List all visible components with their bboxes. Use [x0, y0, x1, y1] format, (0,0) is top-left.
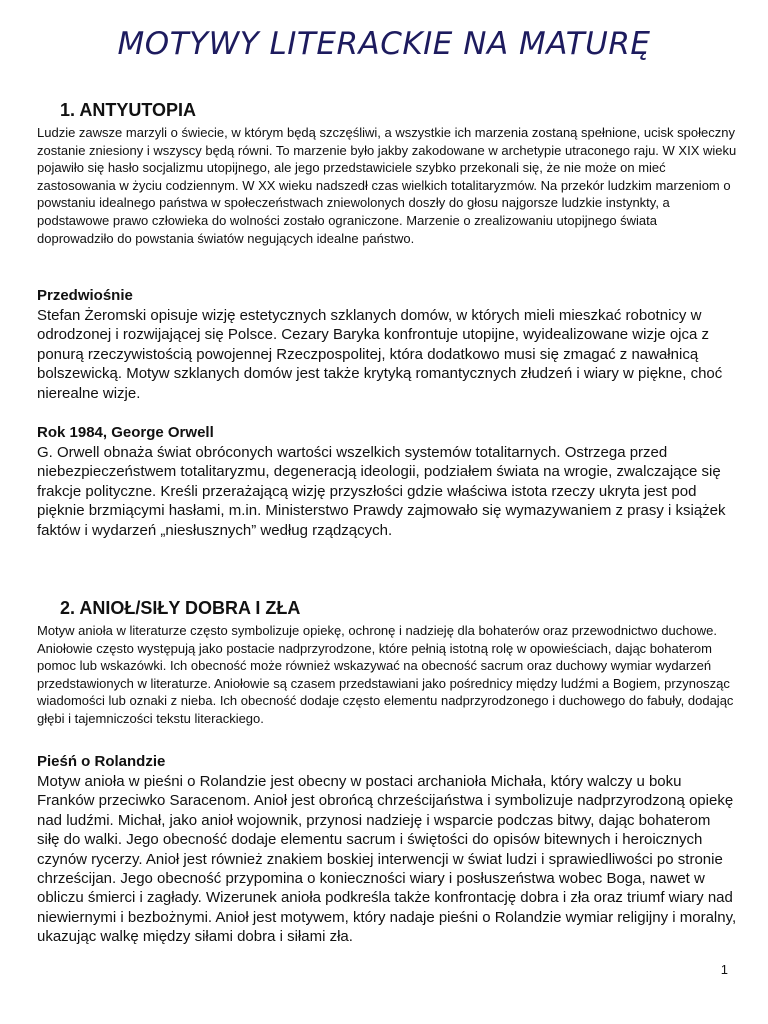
work-title-przedwiosnie: Przedwiośnie	[37, 287, 133, 304]
page-number: 1	[720, 962, 728, 977]
section-heading-antyutopia: 1. ANTYUTOPIA	[60, 100, 197, 120]
work-text-rok-1984: G. Orwell obnaża świat obróconych wartości wszelkich systemów totalitarnych. Ostrzega przed niebezpieczeństwem totalitaryzmu, degeneracją ideologii, podziałem świata na wrogie, zwalczające się frakcje polityczne. Kreśli przerażającą wizję przyszłości gdzie właściwa istota rzeczy ukryta jest pod pięknie brzmiącymi hasłami, m.in. Ministerstwo Prawdy zajmowało się wymazywaniem z prasy i książek faktów i wydarzeń „niesłusznych” według rządzących.	[37, 444, 726, 539]
section-intro-aniol: Motyw anioła w literaturze często symbolizuje opiekę, ochronę i nadzieję dla bohaterów oraz przewodnictwo duchowe. Aniołowie często występują jako postacie nadprzyrodzone, które pełnią istotną rolę w opowieściach, dając bohaterom pomoc lub wskazówki. Ich obecność może również wskazywać na obecność sacrum oraz duchowy wymiar wydarzeń przedstawionych w literaturze. Aniołowie są czasem przedstawiani jako pośrednicy między ludźmi a Bogiem, przynosząc wiadomości lub oznaki z nieba. Ich obecność dodaje często elementu nadprzyrodzonego i duchowego do fabuły, dodając głębi i tajemniczości tekstu literackiego.	[37, 623, 734, 726]
section-heading-aniol: 2. ANIOŁ/SIŁY DOBRA I ZŁA	[60, 598, 301, 618]
section-intro-antyutopia: Ludzie zawsze marzyli o świecie, w którym będą szczęśliwi, a wszystkie ich marzenia zostaną spełnione, ucisk społeczny zostanie zniesiony i wszyscy będą równi. To marzenie było jakby zakodowane w archetypie utraconego raju. W XIX wieku pojawiło się hasło socjalizmu utopijnego, ale jego przedstawiciele szybko przekonali się, że nie może on mieć zastosowania w życiu codziennym. W XX wieku nadszedł czas wielkich totalitaryzmów. Na przekór ludzkim marzeniom o powstaniu idealnego państwa w społeczeństwach zniewolonych doszły do głosu najgorsze ludzkie instynkty, a podstawowe prawo człowieka do wolności zostało ograniczone. Marzenie o zrealizowaniu utopijnego świata doprowadziło do powstania światów negujących idealne państwo.	[37, 125, 737, 246]
page-title: MOTYWY LITERACKIE NA MATURĘ	[117, 26, 651, 62]
work-text-piesn-o-rolandzie: Motyw anioła w pieśni o Rolandzie jest obecny w postaci archanioła Michała, który walczy u boku Franków przeciwko Saracenom. Anioł jest obrońcą chrześcijaństwa i symbolizuje nadprzyrodzoną opiekę nad ludźmi. Michał, jako anioł wojownik, przynosi nadzieję i wsparcie podczas bitwy, dając bohaterom siłę do walki. Jego obecność dodaje elementu sacrum i świętości do opisów bitewnych i heroicznych czynów rycerzy. Anioł jest również znakiem boskiej interwencji w świat ludzi i sprawiedliwości po stronie chrześcijan. Jego obecność przypomina o konieczności wiary i posłuszeństwa wobec Boga, nawet w obliczu śmierci i zagłady. Wizerunek anioła podkreśla także konfrontację dobra i zła oraz triumf wiary nad niewiernymi i bezbożnymi. Anioł jest motywem, który nadaje pieśni o Rolandzie wymiar religijny i moralny, ukazując walkę między siłami dobra i siłami zła.	[37, 773, 737, 946]
work-title-rok-1984: Rok 1984, George Orwell	[37, 424, 214, 441]
work-text-przedwiosnie: Stefan Żeromski opisuje wizję estetycznych szklanych domów, w których mieli mieszkać robotnicy w odrodzonej i rozwijającej się Polsce. Cezary Baryka konfrontuje utopijne, wyidealizowane wizje ojca z ponurą rzeczywistością powojennej Rzeczpospolitej, która dodatkowo musi się zmagać z nawałnicą bolszewicką. Motyw szklanych domów jest także krytyką romantycznych złudzeń i wiary w piękne, choć nierealne wizje.	[37, 307, 723, 402]
work-title-piesn-o-rolandzie: Pieśń o Rolandzie	[37, 753, 166, 770]
